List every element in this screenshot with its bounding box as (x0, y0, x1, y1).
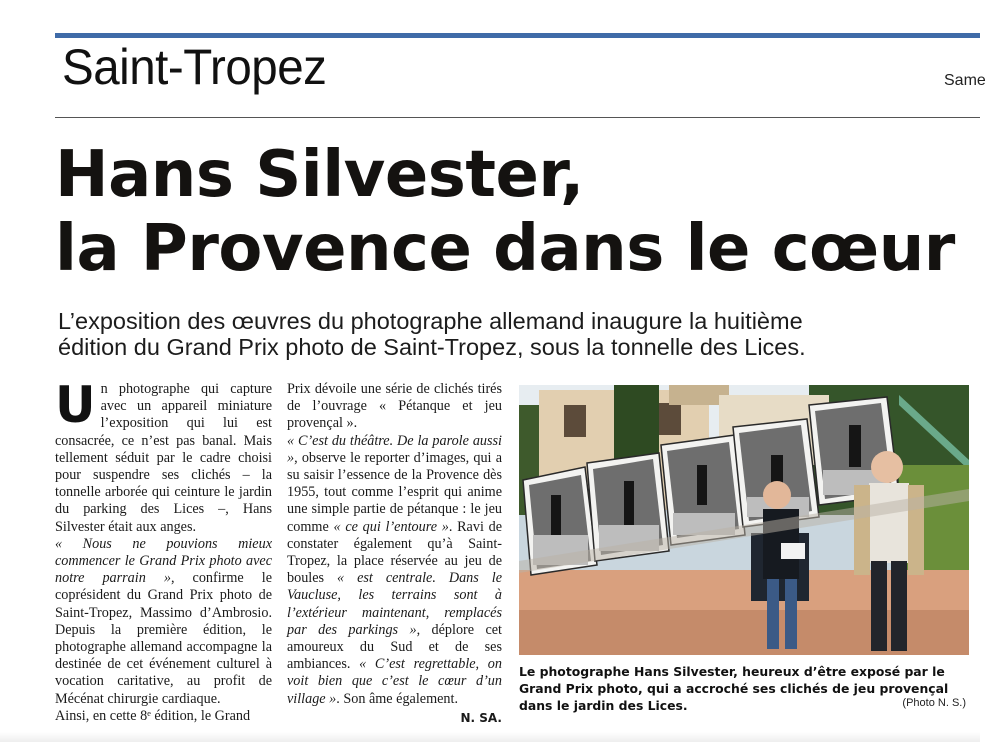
headline-line-2: la Provence dans le cœur (55, 212, 955, 286)
paragraph-5: « C’est du théâtre. De la parole aussi », observe le reporter d’images, qui a su saisir l’essence de la Provence dès 1955, tout comme l’esprit qui anime une simple partie de pétanque : le jeu comme « ce qui l’entoure ». Ravi de constater également qu’à Saint-Tropez, la place réservée au jeu de boules « est centrale. Dans le Vaucluse, les terrains sont à l’extérieur maintenant, remplacés par des parkings », déplore cet amoureux du Sud et de ses ambiances. « C’est regrettable, on voit bien que c’est le cœur d’un village ». Son âme également. (287, 432, 503, 707)
paragraph-2: « Nous ne pouvions mieux commencer le Grand Prix photo avec notre parrain », confirme le coprésident du Grand Prix photo de Saint-Tropez, Massimo d’Ambrosio. Depuis la première édition, le photographe allemand accompagne la destinée de cet événement culturel à vocation caritative, au profit de Mécénat chirurgie cardiaque. (55, 535, 272, 707)
section-title: Saint-Tropez (62, 39, 327, 95)
section-divider (55, 117, 980, 118)
deck-line-2: édition du Grand Prix photo de Saint-Tropez, sous la tonnelle des Lices. (58, 334, 806, 360)
article-column-2 (287, 381, 502, 727)
paragraph-4: Prix dévoile une série de clichés tirés de l’ouvrage « Pétanque et jeu provençal ». (287, 381, 502, 432)
paragraph-1: Un photographe qui capture avec un appareil miniature l’exposition qui lui est consacrée, ce n’est pas banal. Mais tellement séduit par le cadre choisi pour suspendre ses clichés – la tonnelle arborée qui ceinture le jardin du parking des Lices –, Hans Silvester était aux anges. (55, 376, 272, 535)
photo-credit: (Photo N. S.) (902, 697, 966, 709)
paragraph-3: Ainsi, en cette 8ᵉ édition, le Grand (55, 707, 251, 724)
article-photo (519, 385, 969, 655)
photo-caption: Le photographe Hans Silvester, heureux d’être exposé par le Grand Prix photo, qui a accroché ses clichés de jeu provençal dans le jardin des Lices. (519, 664, 949, 713)
drop-cap: U (55, 376, 96, 434)
headline-line-1: Hans Silvester, (55, 138, 584, 212)
page-bottom-edge (0, 732, 980, 742)
deck-line-1: L’exposition des œuvres du photographe allemand inaugure la huitième (58, 308, 803, 334)
date-line: Same (944, 72, 986, 89)
author-signature: N. SA. (460, 710, 502, 725)
article-column-1 (55, 376, 272, 725)
deck (58, 308, 978, 360)
photo-illustration (519, 385, 969, 655)
headline (55, 138, 955, 286)
